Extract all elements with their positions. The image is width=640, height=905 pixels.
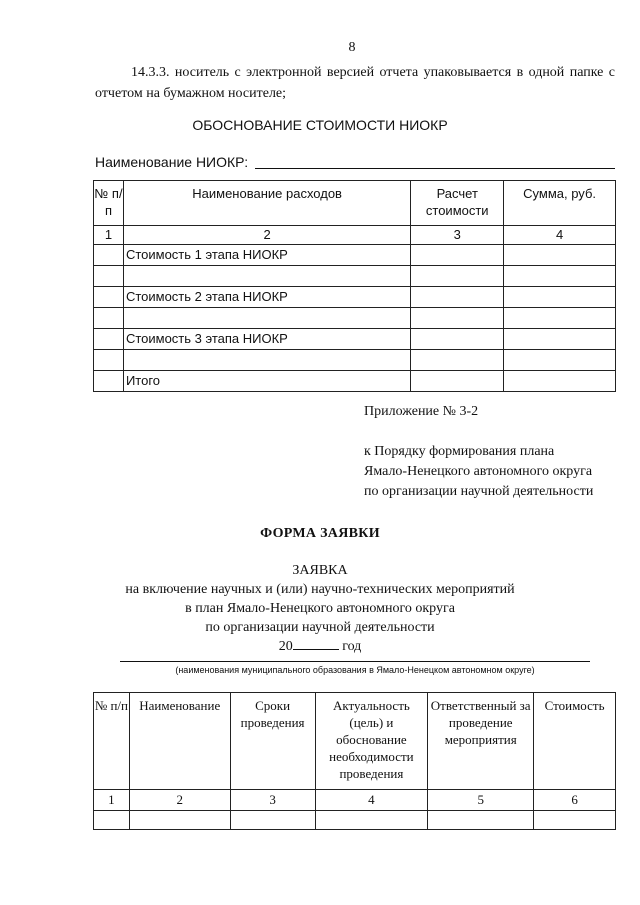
table-cell <box>94 371 124 392</box>
appendix-line: по организации научной деятельности <box>364 484 594 499</box>
table-cell <box>411 266 504 287</box>
application-subtitle-line: на включение научных и (или) научно-технических мероприятий <box>125 582 515 597</box>
cost-row-label <box>123 266 410 287</box>
table-row <box>94 811 616 830</box>
table-cell <box>129 811 230 830</box>
application-table-header-row <box>94 693 616 790</box>
app-colnum-6: 6 <box>534 790 616 811</box>
table-cell <box>94 350 124 371</box>
paragraph-text: 14.3.3. носитель с электронной версией отчета упаковывается в одной папке с отчетом на бумажном носителе; <box>95 65 615 101</box>
app-header-number: № п/п <box>94 693 130 790</box>
cost-row-label: Стоимость 1 этапа НИОКР <box>123 245 410 266</box>
cost-row-label: Стоимость 2 этапа НИОКР <box>123 287 410 308</box>
application-table-column-numbers <box>94 790 616 811</box>
table-cell <box>94 811 130 830</box>
cost-table <box>93 180 616 392</box>
table-cell <box>94 245 124 266</box>
year-prefix: 20 <box>278 639 293 654</box>
application-subtitle-line: в план Ямало-Ненецкого автономного округа <box>185 601 455 616</box>
table-cell <box>504 245 616 266</box>
app-colnum-2: 2 <box>129 790 230 811</box>
cost-header-calculation: Расчет стоимости <box>411 181 504 226</box>
table-cell <box>411 350 504 371</box>
table-cell <box>504 287 616 308</box>
app-header-relevance: Актуальность (цель) и обоснование необходимости проведения <box>315 693 428 790</box>
application-table <box>93 692 616 830</box>
paragraph-14-3-3 <box>95 62 615 104</box>
table-row <box>94 266 616 287</box>
cost-colnum-3: 3 <box>411 226 504 245</box>
table-row <box>94 287 616 308</box>
table-cell <box>94 287 124 308</box>
cost-row-label <box>123 350 410 371</box>
cost-header-sum: Сумма, руб. <box>504 181 616 226</box>
municipality-caption: (наименования муниципального образования в Ямало-Ненецком автономном округе) <box>175 665 535 675</box>
year-suffix: год <box>342 639 362 654</box>
page-number: 8 <box>348 40 356 55</box>
application-subtitle-line: по организации научной деятельности <box>205 620 435 635</box>
table-cell <box>94 266 124 287</box>
cost-header-expense-name: Наименование расходов <box>123 181 410 226</box>
table-row <box>94 308 616 329</box>
cost-table-column-numbers <box>94 226 616 245</box>
table-cell <box>94 308 124 329</box>
app-colnum-3: 3 <box>230 790 315 811</box>
table-cell <box>411 371 504 392</box>
cost-row-label <box>123 308 410 329</box>
table-cell <box>411 287 504 308</box>
table-cell <box>230 811 315 830</box>
app-colnum-4: 4 <box>315 790 428 811</box>
table-cell <box>504 350 616 371</box>
application-heading-block <box>0 561 640 656</box>
table-cell <box>504 371 616 392</box>
table-cell <box>504 308 616 329</box>
cost-colnum-2: 2 <box>123 226 410 245</box>
year-fill-line <box>293 637 339 650</box>
app-header-responsible: Ответственный за проведение мероприятия <box>428 693 534 790</box>
cost-section-title: ОБОСНОВАНИЕ СТОИМОСТИ НИОКР <box>192 117 448 133</box>
cost-colnum-4: 4 <box>504 226 616 245</box>
niokr-name-row <box>95 154 615 174</box>
table-cell <box>504 329 616 350</box>
app-colnum-5: 5 <box>428 790 534 811</box>
application-heading: ЗАЯВКА <box>292 563 348 578</box>
table-cell <box>315 811 428 830</box>
appendix-line: к Порядку формирования плана <box>364 444 555 459</box>
municipality-fill-line <box>120 661 590 662</box>
year-line <box>0 637 640 656</box>
cost-row-total-label: Итого <box>123 371 410 392</box>
niokr-name-fill-line <box>255 168 615 169</box>
cost-colnum-1: 1 <box>94 226 124 245</box>
table-row <box>94 329 616 350</box>
niokr-name-label: Наименование НИОКР: <box>95 154 249 170</box>
table-row <box>94 350 616 371</box>
table-cell <box>94 329 124 350</box>
cost-table-header-row <box>94 181 616 226</box>
table-cell <box>504 266 616 287</box>
app-header-name: Наименование <box>129 693 230 790</box>
table-row <box>94 245 616 266</box>
table-cell <box>411 329 504 350</box>
table-cell <box>428 811 534 830</box>
table-cell <box>411 245 504 266</box>
cost-row-label: Стоимость 3 этапа НИОКР <box>123 329 410 350</box>
appendix-block <box>364 402 624 502</box>
table-cell <box>411 308 504 329</box>
app-header-dates: Сроки проведения <box>230 693 315 790</box>
appendix-title: Приложение № 3-2 <box>364 404 479 419</box>
form-title: ФОРМА ЗАЯВКИ <box>260 526 380 541</box>
table-cell <box>534 811 616 830</box>
table-row <box>94 371 616 392</box>
app-header-cost: Стоимость <box>534 693 616 790</box>
app-colnum-1: 1 <box>94 790 130 811</box>
cost-header-number: № п/п <box>94 181 124 226</box>
appendix-line: Ямало-Ненецкого автономного округа <box>364 464 593 479</box>
